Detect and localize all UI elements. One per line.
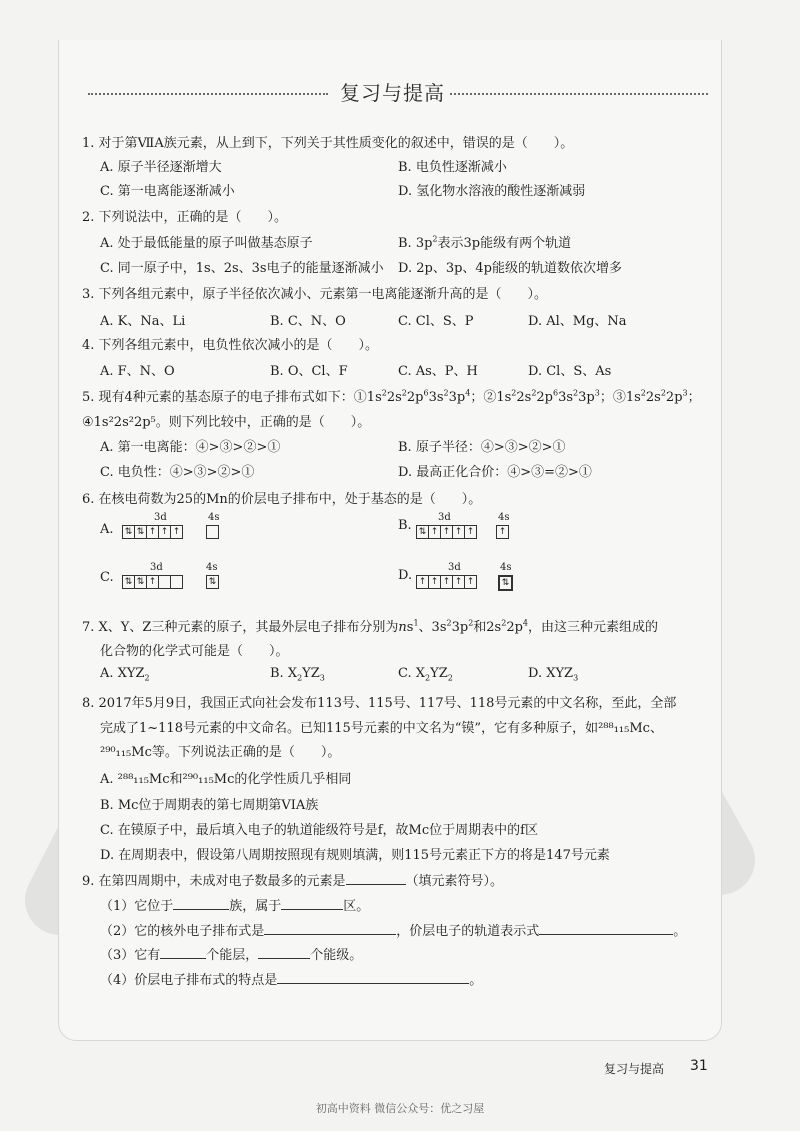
answer-blank[interactable] [173,897,229,910]
orbital-box: ↑ [496,525,509,539]
q4-option-a: A. F、N、O [100,364,175,379]
q4-option-b: B. O、Cl、F [270,364,348,379]
q9-sub3: （3）它有 个能层， 个能级。 [100,948,363,963]
q3-option-d: D. Al、Mg、Na [528,314,627,329]
q1-option-b: B. 电负性逐渐减小 [398,160,507,175]
q3-option-a: A. K、Na、Li [100,314,186,329]
q3-option-b: B. C、N、O [270,314,346,329]
q6-d-4s-box [498,575,513,591]
q6-option-a-label: A. [100,522,114,537]
q6-option-c-label: C. [100,570,114,585]
q6-option-b-label: B. [398,518,412,533]
orbital-label-4s: 4s [498,512,510,523]
orbital-label-4s: 4s [500,562,512,573]
orbital-box: ↑ [146,525,158,539]
q1-stem: 1. 对于第ⅦA族元素，从上到下，下列关于其性质变化的叙述中，错误的是（ ）。 [82,136,574,151]
q5-option-d: D. 最高正化合价：④>③=②>① [398,465,592,480]
orbital-box: ↑ [158,525,170,539]
orbital-box: ↑ [452,525,464,539]
q7-stem: 7. X、Y、Z三种元素的原子，其最外层电子排布分别为$ns^1$、$3s^23p^2$和$2s^22p^4$，由这三种元素组成的 [82,618,659,635]
orbital-box [206,525,219,539]
orbital-box [170,575,183,589]
q7-option-a: A. $XYZ_2$ [100,666,150,683]
q6-c-4s-box [206,575,219,589]
orbital-box: ↑ [428,575,440,589]
answer-blank[interactable] [539,922,673,935]
orbital-box: ↑ [452,575,464,589]
q1-option-a: A. 原子半径逐渐增大 [100,160,222,175]
orbital-label-3d: 3d [154,512,167,523]
q8-option-c: C. 在镆原子中，最后填入电子的轨道能级符号是f，故Mc位于周期表中的f区 [100,823,538,838]
q8-option-d: D. 在周期表中，假设第八周期按照现有规则填满，则115号元素正下方的将是147号元素 [100,848,610,863]
q2-option-b: B. $3p^2$表示3p能级有两个轨道 [398,234,572,251]
orbital-box: ↑ [416,575,428,589]
header-dots-right [450,93,708,95]
q6-option-d-label: D. [398,568,413,583]
q5-stem: 5. 现有4种元素的基态原子的电子排布式如下：$①1s^22s^22p^63s^23p^4$；$②1s^22s^22p^63s^23p^3$；$③1s^22s^22p^3$； [82,388,701,405]
orbital-box: ⇅ [498,575,513,591]
q4-option-c: C. As、P、H [398,364,478,379]
q9-sub4: （4）价层电子排布式的特点是 。 [100,973,483,988]
page-number: 31 [690,1058,708,1074]
orbital-box: ↑ [440,575,452,589]
orbital-label-4s: 4s [208,512,220,523]
orbital-box: ↑ [464,575,477,589]
q2-option-c: C. 同一原子中，1s、2s、3s电子的能量逐渐减小 [100,261,384,276]
orbital-box: ⇅ [122,575,134,589]
answer-blank[interactable] [258,946,310,959]
q4-option-d: D. Cl、S、As [528,364,612,379]
q7-option-b: B. $X_2YZ_3$ [270,666,325,683]
q9-sub2: （2）它的核外电子排布式是 ，价层电子的轨道表示式 。 [100,924,687,939]
section-header [88,74,708,104]
q6-option-c [100,562,250,592]
q4-stem: 4. 下列各组元素中，电负性依次减小的是（ ）。 [82,338,379,353]
q2-option-d: D. 2p、3p、4p能级的轨道数依次增多 [398,261,623,276]
orbital-box: ↑ [440,525,452,539]
q6-option-a [100,512,250,542]
q6-b-3d-boxes [416,525,477,539]
answer-blank[interactable] [346,872,406,885]
orbital-box: ↑ [170,525,183,539]
q9-sub1: （1）它位于 族，属于 区。 [100,899,370,914]
orbital-box [158,575,170,589]
q3-option-c: C. Cl、S、P [398,314,474,329]
orbital-label-4s: 4s [206,562,218,573]
q3-stem: 3. 下列各组元素中，原子半径依次减小、元素第一电离能逐渐升高的是（ ）。 [82,287,548,302]
orbital-box: ⇅ [122,525,134,539]
q1-option-c: C. 第一电离能逐渐减小 [100,184,235,199]
q8-option-a: A. ²⁸⁸₁₁₅Mc和²⁹⁰₁₁₅Mc的化学性质几乎相同 [100,772,352,787]
q6-stem: 6. 在核电荷数为25的Mn的价层电子排布中，处于基态的是（ ）。 [82,492,482,507]
q6-a-4s-box [206,525,219,539]
orbital-label-3d: 3d [150,562,163,573]
q6-c-3d-boxes [122,575,183,589]
q8-option-b: B. Mc位于周期表的第七周期第VIA族 [100,798,319,813]
orbital-label-3d: 3d [448,562,461,573]
section-title: 复习与提高 [340,81,445,105]
q8-stem-line3: ²⁹⁰₁₁₅Mc等。下列说法正确的是（ ）。 [100,745,341,760]
q8-stem: 8. 2017年5月9日，我国正式向社会发布113号、115号、117号、118号元素的中文名称，至此，全部 [82,696,677,711]
q5-stem-line2: ④1s²2s²2p⁵。则下列比较中，正确的是（ ）。 [82,415,371,430]
footer-section-label: 复习与提高 [604,1062,665,1076]
q7-option-c: C. $X_2YZ_2$ [398,666,453,683]
q9-stem: 9. 在第四周期中，未成对电子数最多的元素是 （填元素符号）。 [82,874,504,889]
orbital-label-3d: 3d [438,512,451,523]
answer-blank[interactable] [264,922,396,935]
q7-option-d: D. $XYZ_3$ [528,666,579,683]
q6-d-3d-boxes [416,575,477,589]
q5-option-a: A. 第一电离能：④>③>②>① [100,440,281,455]
q8-stem-line2: 完成了1~118号元素的中文命名。已知115号元素的中文名为“镆”，它有多种原子，如²⁸⁸₁₁₅Mc、 [100,721,663,736]
answer-blank[interactable] [160,946,206,959]
q2-stem: 2. 下列说法中，正确的是（ ）。 [82,210,288,225]
orbital-box: ⇅ [134,525,146,539]
orbital-box: ⇅ [206,575,219,589]
orbital-box: ↑ [146,575,158,589]
q7-stem-line2: 化合物的化学式可能是（ ）。 [100,644,289,659]
q6-option-d [398,562,548,592]
q1-option-d: D. 氢化物水溶液的酸性逐渐减弱 [398,184,586,199]
q6-b-4s-box [496,525,509,539]
header-dots-left [88,93,328,95]
orbital-box: ⇅ [134,575,146,589]
q5-option-b: B. 原子半径：④>③>②>① [398,440,566,455]
bottom-note: 初高中资料 微信公众号：优之习屋 [315,1102,485,1115]
q2-option-a: A. 处于最低能量的原子叫做基态原子 [100,236,313,251]
q5-option-c: C. 电负性：④>③>②>① [100,465,255,480]
orbital-box: ↑ [428,525,440,539]
answer-blank[interactable] [277,971,469,984]
orbital-box: ⇅ [416,525,428,539]
q6-a-3d-boxes [122,525,183,539]
q6-option-b [398,512,548,542]
orbital-box: ↑ [464,525,477,539]
answer-blank[interactable] [281,897,343,910]
